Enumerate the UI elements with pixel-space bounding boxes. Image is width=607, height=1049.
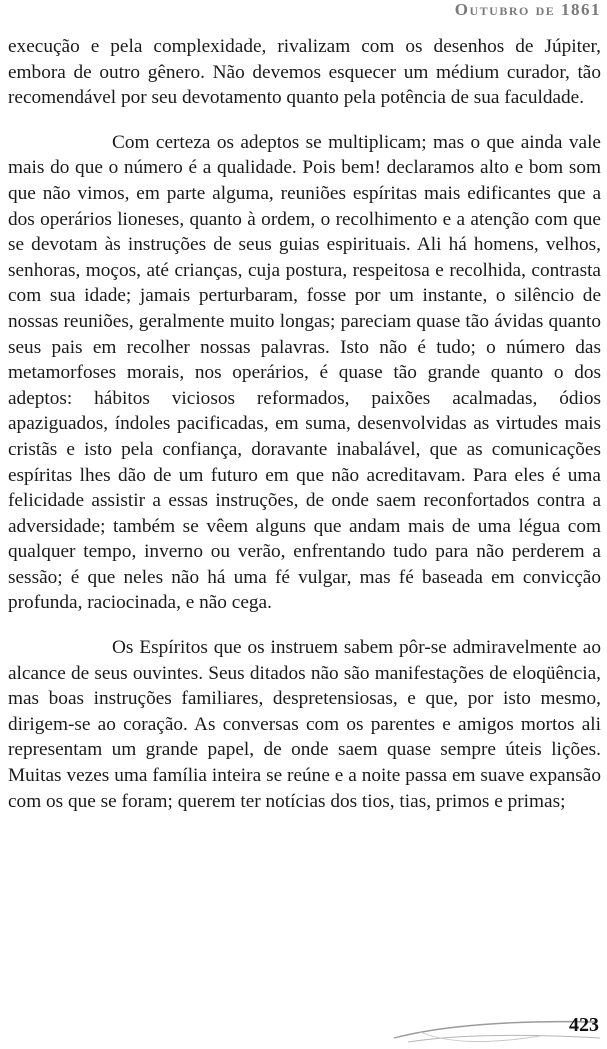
paragraph-3: Os Espíritos que os instruem sabem pôr-se admiravelmente ao alcance de seus ouvintes. Seus ditados não são manifestações de eloqüência, mas boas instruções familiares, despretensiosas, e que, por isto mesmo, dirigem-se ao coração. As conversas com os parentes e amigos mortos ali representam um grande papel, de onde saem quase sempre úteis lições. Muitas vezes uma família inteira se reúne e a noite passa em suave expansão com os que se foram; querem ter notícias dos tios, tias, primos e primas; (8, 637, 601, 812)
page-number: 423 (569, 1014, 599, 1036)
running-header: Outubro de 1861 (454, 0, 601, 19)
paragraph-1: execução e pela complexidade, rivalizam com os desenhos de Júpiter, embora de outro gênero. Não devemos esquecer um médium curador, tão recomendável por seu devotamento quanto pela potência de sua faculdade. (8, 36, 601, 109)
paragraph-2: Com certeza os adeptos se multiplicam; mas o que ainda vale mais do que o número é a qualidade. Pois bem! declaramos alto e bom som que não vimos, em parte alguma, reuniões espíritas mais edificantes que a dos operários lioneses, quanto à ordem, o recolhimento e a atenção com que se devotam às instruções de seus guias espirituais. Ali há homens, velhos, senhoras, moços, até crianças, cuja postura, respeitosa e recolhida, contrasta com sua idade; jamais perturbaram, fosse por um instante, o silêncio de nossas reuniões, geralmente muito longas; pareciam quase tão ávidas quanto seus pais em recolher nossas palavras. Isto não é tudo; o número das metamorfoses morais, nos operários, é quase tão grande quanto o dos adeptos: hábitos viciosos reformados, paixões acalmadas, ódios apaziguados, índoles pacificadas, em suma, desenvolvidas as virtudes mais cristãs e isto pela confiança, doravante inabalável, que as comunicações espíritas lhes dão de um futuro em que não acreditavam. Para eles é uma felicidade assistir a essas instruções, de onde saem reconfortados contra a adversidade; também se vêem alguns que andam mais de uma légua com qualquer tempo, inverno ou verão, enfrentando tudo para não perderem a sessão; é que neles não há uma fé vulgar, mas fé baseada em convicção profunda, raciocinada, e não cega. (8, 131, 601, 614)
body-text (8, 34, 601, 814)
